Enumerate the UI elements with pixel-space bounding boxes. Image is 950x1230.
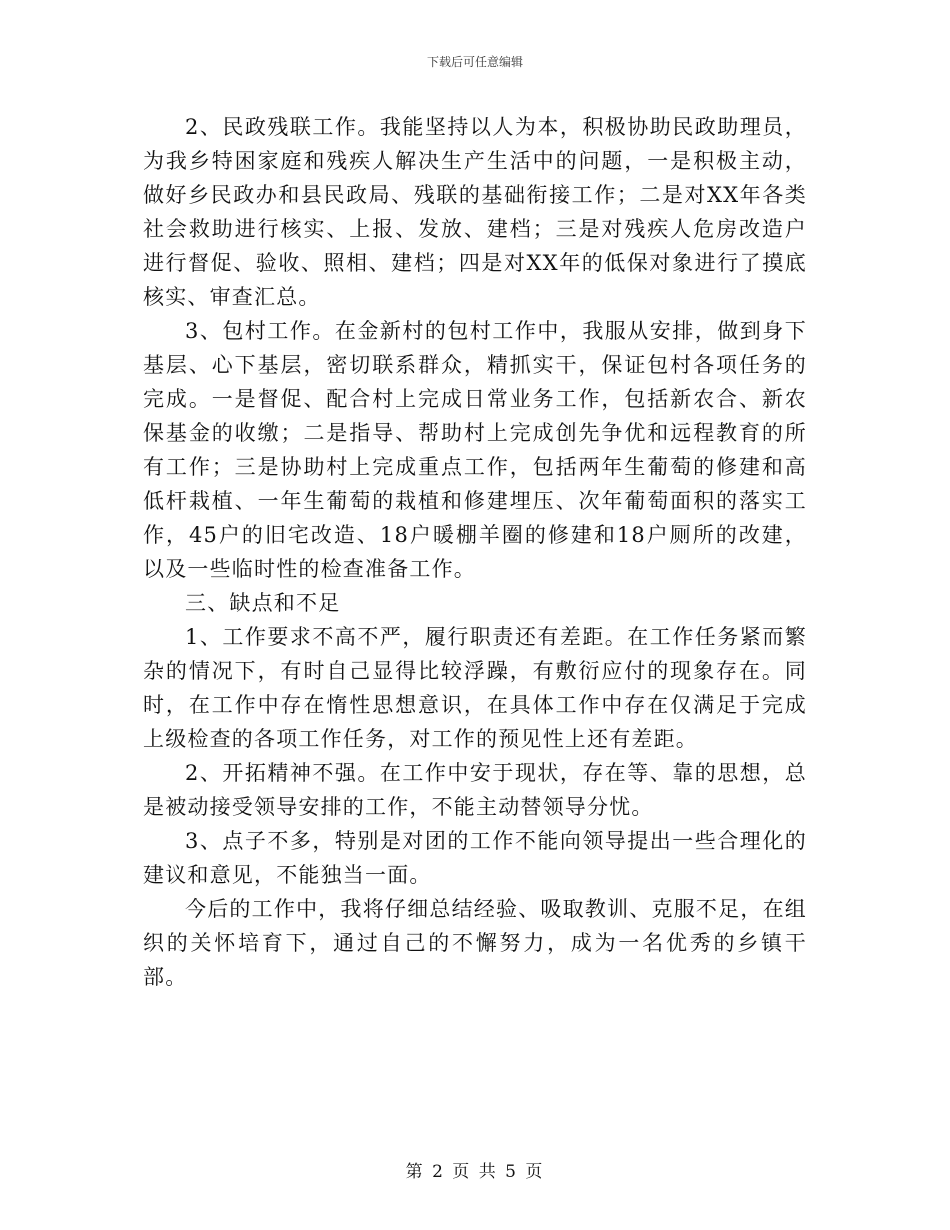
paragraph-village-work: 3、包村工作。在金新村的包村工作中，我服从安排，做到身下基层、心下基层，密切联系群众，精抓实干，保证包村各项任务的完成。一是督促、配合村上完成日常业务工作，包括新农合、新农保基金的收缴；二是指导、帮助村上完成创先争优和远程教育的所有工作；三是协助村上完成重点工作，包括两年生葡萄的修建和高低杆栽植、一年生葡萄的栽植和修建埋压、次年葡萄面积的落实工作，45户的旧宅改造、18户暖棚羊圈的修建和18户厕所的改建，以及一些临时性的检查准备工作。 bbox=[143, 319, 807, 581]
paragraph-conclusion: 今后的工作中，我将仔细总结经验、吸取教训、克服不足，在组织的关怀培育下，通过自己的不懈努力，成为一名优秀的乡镇干部。 bbox=[143, 897, 807, 989]
paragraph-shortcoming-2: 2、开拓精神不强。在工作中安于现状，存在等、靠的思想，总是被动接受领导安排的工作，不能主动替领导分忧。 bbox=[143, 761, 807, 819]
paragraph-civil-affairs: 2、民政残联工作。我能坚持以人为本，积极协助民政助理员，为我乡特困家庭和残疾人解决生产生活中的问题，一是积极主动，做好乡民政办和县民政局、残联的基础衔接工作；二是对XX年各类社会救助进行核实、上报、发放、建档；三是对残疾人危房改造户进行督促、验收、照相、建档；四是对XX年的低保对象进行了摸底核实、审查汇总。 bbox=[143, 115, 807, 309]
section-heading-shortcomings: 三、缺点和不足 bbox=[185, 591, 341, 615]
page-number: 第 2 页 共 5 页 bbox=[405, 1162, 545, 1182]
document-body bbox=[143, 110, 807, 994]
header-note: 下载后可任意编辑 bbox=[426, 55, 523, 69]
paragraph-shortcoming-1: 1、工作要求不高不严，履行职责还有差距。在工作任务紧而繁杂的情况下，有时自己显得比较浮躁，有敷衍应付的现象存在。同时，在工作中存在惰性思想意识，在具体工作中存在仅满足于完成上级检查的各项工作任务，对工作的预见性上还有差距。 bbox=[143, 625, 807, 751]
paragraph-shortcoming-3: 3、点子不多，特别是对团的工作不能向领导提出一些合理化的建议和意见，不能独当一面。 bbox=[143, 829, 807, 887]
